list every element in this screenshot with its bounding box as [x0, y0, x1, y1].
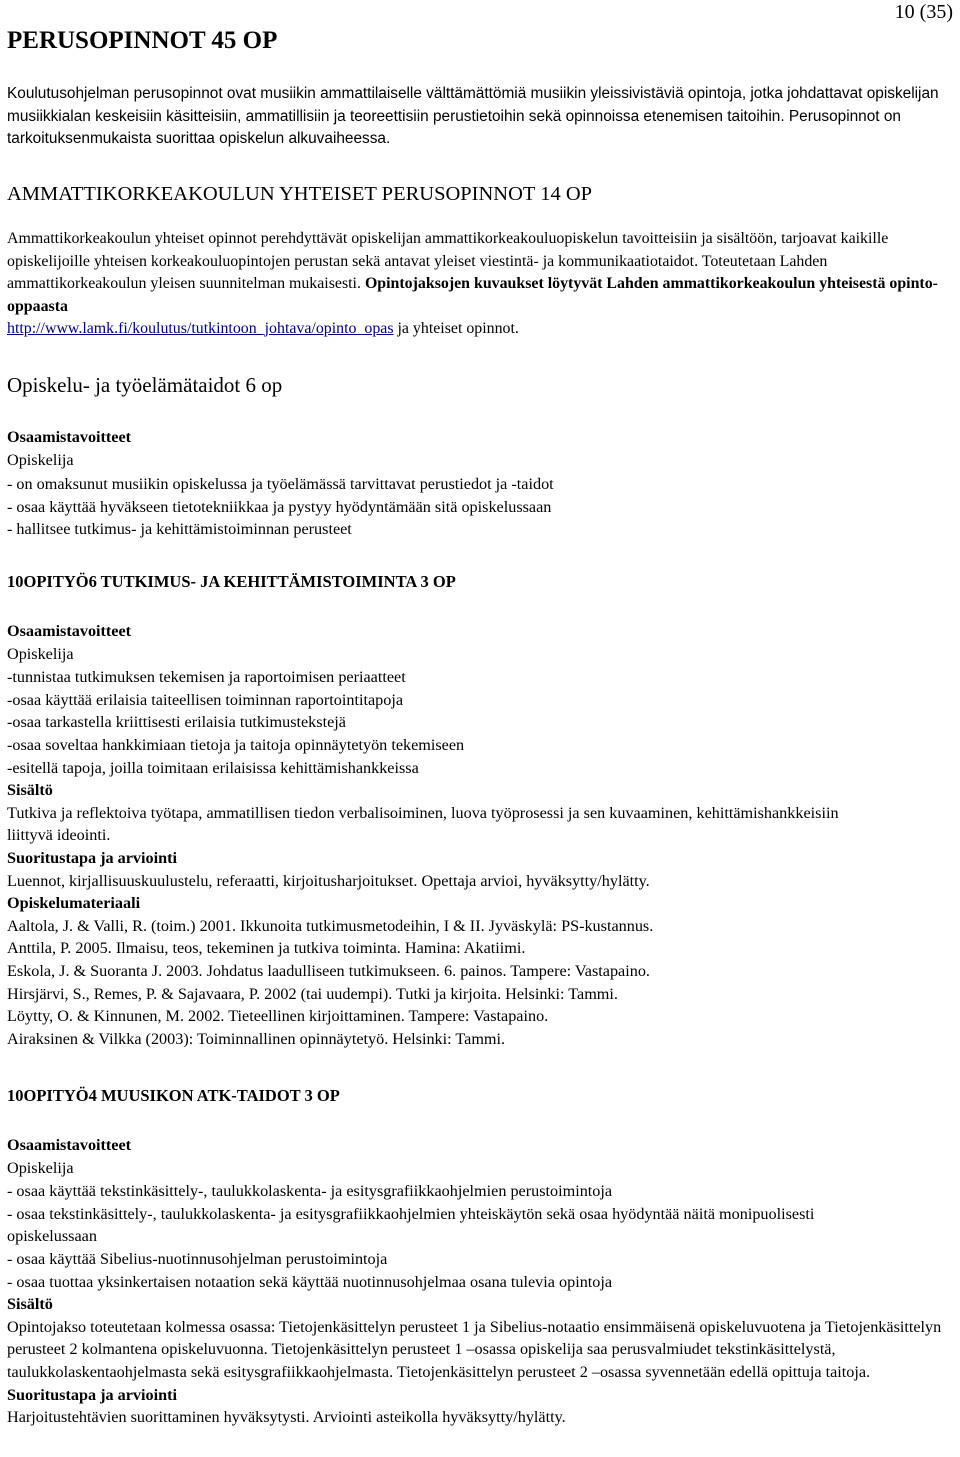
intro-paragraph [7, 83, 953, 151]
page-number: 10 (35) [894, 1, 953, 23]
content-label: Sisältö [7, 781, 53, 800]
material-item: Löytty, O. & Kinnunen, M. 2002. Tieteellinen kirjoittaminen. Tampere: Vastapaino. [7, 1007, 549, 1026]
list-item: - osaa käyttää tekstinkäsittely-, taulukkolaskenta- ja esitysgrafiikkaohjelmien perustoimintoja [7, 1182, 613, 1201]
common-bold-note: Opintojaksojen kuvaukset löytyvät Lahden ammattikorkeakoulun yhteisestä opinto-oppaasta [7, 275, 938, 315]
material-item: Hirsjärvi, S., Remes, P. & Sajavaara, P. 2002 (tai uudempi). Tutki ja kirjoita. Helsinki: Tammi. [7, 984, 618, 1003]
list-item: - osaa tekstinkäsittely-, taulukkolaskenta- ja esitysgrafiikkaohjelmien yhteiskäytön sekä osaa hyödyntää näitä monipuolisesti opiskelussaan [7, 1204, 815, 1246]
course-ict-heading: 10OPITYÖ4 MUUSIKON ATK-TAIDOT 3 OP [7, 1086, 340, 1105]
section-work-skills [7, 373, 953, 541]
list-item: - hallitsee tutkimus- ja kehittämistoiminnan perusteet [7, 520, 352, 539]
student-label: Opiskelija [7, 1158, 74, 1177]
assessment-label: Suoritustapa ja arviointi [7, 1385, 177, 1404]
material-item: Anttila, P. 2005. Ilmaisu, teos, tekeminen ja tutkiva toiminta. Hamina: Akatiimi. [7, 939, 526, 958]
goals-label: Osaamistavoitteet [7, 428, 132, 446]
material-item: Aaltola, J. & Valli, R. (toim.) 2001. Ikkunoita tutkimusmetodeihin, I & II. Jyväskylä: PS-kustannus. [7, 916, 654, 935]
assessment-label: Suoritustapa ja arviointi [7, 848, 177, 867]
materials-label: Opiskelumateriaali [7, 894, 141, 913]
intro-text: Koulutusohjelman perusopinnot ovat musiikin ammattilaiselle välttämättömiä musiikin yleissivistäviä opintoja, jotka johdattavat opiskelijan musiikkialan keskeisiin käsitteisiin, ammatillisiin ja teoreettisiin perustietoihin sekä opinnoissa etenemisen taitoihin. Perusopinnot on tarkoituksenmukaista suorittaa opiskelun alkuvaiheessa. [7, 85, 939, 148]
course-research-heading: 10OPITYÖ6 TUTKIMUS- JA KEHITTÄMISTOIMINTA 3 OP [7, 572, 456, 591]
list-item: - osaa tuottaa yksinkertaisen notaation sekä käyttää nuotinnusohjelmaa osana tulevia opintoja [7, 1272, 613, 1291]
assessment-text: Luennot, kirjallisuuskuulustelu, referaatti, kirjoitusharjoitukset. Opettaja arvioi, hyväksytty/hylätty. [7, 871, 650, 890]
work-skills-heading: Opiskelu- ja työelämätaidot 6 op [7, 373, 283, 397]
content-text: Tutkiva ja reflektoiva työtapa, ammatillisen tiedon verbalisoiminen, luova työprosessi ja sen kuvaaminen, kehittämishankkeisiin liittyvä ideointi. [7, 803, 839, 845]
material-item: Airaksinen & Vilkka (2003): Toiminnallinen opinnäytetyö. Helsinki: Tammi. [7, 1029, 506, 1048]
student-label: Opiskelija [7, 450, 74, 469]
content-label: Sisältö [7, 1295, 53, 1314]
list-item: - osaa käyttää Sibelius-nuotinnusohjelman perustoimintoja [7, 1249, 388, 1268]
link-suffix: ja yhteiset opinnot. [393, 320, 519, 338]
goals-label: Osaamistavoitteet [7, 622, 132, 640]
page-title: PERUSOPINNOT 45 OP [7, 27, 278, 54]
list-item: -osaa soveltaa hankkimiaan tietoja ja taitoja opinnäytetyön tekemiseen [7, 735, 465, 754]
list-item: - osaa käyttää hyväkseen tietotekniikkaa ja pystyy hyödyntämään sitä opiskelussaan [7, 497, 552, 516]
study-guide-link[interactable]: http://www.lamk.fi/koulutus/tutkintoon_johtava/opinto_opas [7, 320, 394, 338]
list-item: -esitellä tapoja, joilla toimitaan erilaisissa kehittämishankkeissa [7, 758, 419, 777]
section-common-studies [7, 182, 953, 341]
list-item: -tunnistaa tutkimuksen tekemisen ja raportoimisen periaatteet [7, 668, 406, 687]
section-common-heading: AMMATTIKORKEAKOULUN YHTEISET PERUSOPINNOT 14 OP [7, 183, 593, 205]
goals-label: Osaamistavoitteet [7, 1136, 132, 1154]
content-text: Opintojakso toteutetaan kolmessa osassa: Tietojenkäsittelyn perusteet 1 ja Sibelius-notaatio ensimmäisenä opiskeluvuotena ja Tietojenkäsittelyn perusteet 2 kolmantena opiskeluvuonna. Tietojenkäsittelyn perusteet 1 –osassa opiskelija saa perusvalmiudet tekstinkäsittelystä, taulukkolaskentaohjelmasta sekä esitysgrafiikkaohjelmasta. Tietojenkäsittelyn perusteet 2 –osassa syvennetään edellä opittuja taitoja. [7, 1317, 942, 1381]
list-item: - on omaksunut musiikin opiskelussa ja työelämässä tarvittavat perustiedot ja -taidot [7, 475, 554, 494]
course-ict [7, 1085, 953, 1429]
section-common-text [7, 228, 953, 341]
student-label: Opiskelija [7, 644, 74, 663]
list-item: -osaa tarkastella kriittisesti erilaisia tutkimustekstejä [7, 713, 346, 732]
material-item: Eskola, J. & Suoranta J. 2003. Johdatus laadulliseen tutkimukseen. 6. painos. Tampere: Vastapaino. [7, 961, 650, 980]
common-description: Ammattikorkeakoulun yhteiset opinnot perehdyttävät opiskelijan ammattikorkeakouluopiskelun tavoitteisiin ja sisältöön, tarjoavat kaikille opiskelijoille yhteisen korkeakouluopintojen perustan sekä antavat yleiset viestintä- ja kommunikaatiotaidot. Toteutetaan Lahden ammattikorkeakoulun yleisen suunnitelman mukaisesti. [7, 230, 889, 293]
list-item: -osaa käyttää erilaisia taiteellisen toiminnan raportointitapoja [7, 690, 404, 709]
course-research [7, 571, 953, 1050]
assessment-text: Harjoitustehtävien suorittaminen hyväksytysti. Arviointi asteikolla hyväksytty/hylätty. [7, 1408, 566, 1427]
